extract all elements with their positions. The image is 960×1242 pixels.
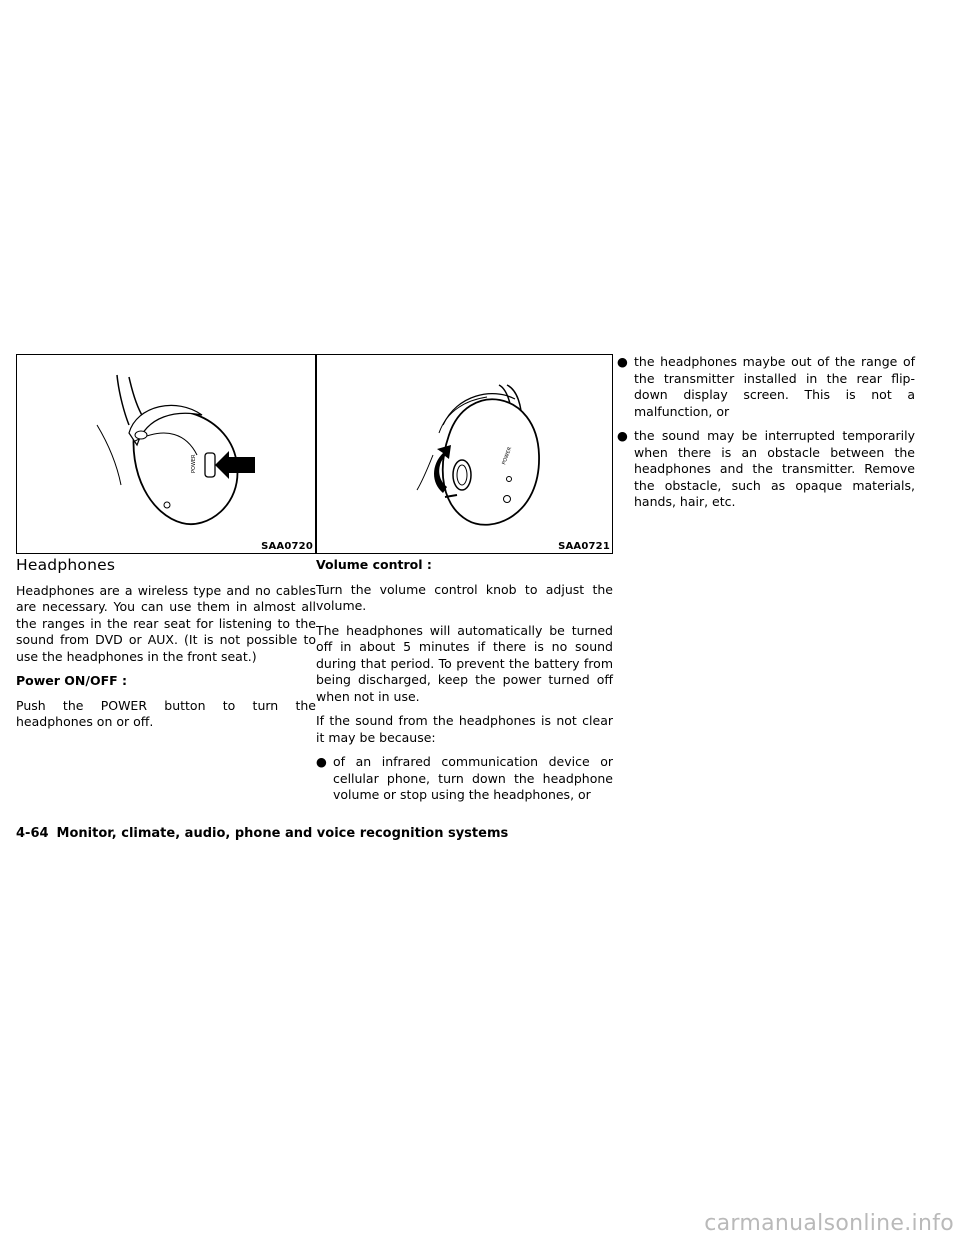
watermark: carmanualsonline.info (704, 1211, 954, 1236)
bullet-text: the sound may be interrupted temporarily when there is an obstacle between the headphones and the transmitter. Remove the obstacle, such as opaque materials, hands, hair, etc. (634, 428, 915, 509)
intro-paragraph: Headphones are a wireless type and no cables are necessary. You can use them in almost all the ranges in the rear seat for listening to the sound from DVD or AUX. (It is not possible to use the headphones in the front seat.) (16, 582, 316, 664)
bullet-icon: ● (316, 754, 327, 769)
bullet-icon: ● (617, 354, 628, 369)
bullet-text: of an infrared communication device or cellular phone, turn down the headphone volume or stop using the headphones, or (333, 754, 613, 802)
page-number: 4-64 (16, 826, 49, 841)
volume-subheading: Volume control : (316, 557, 432, 572)
figure-label: SAA0720 (261, 541, 313, 552)
bullet-item (316, 754, 613, 804)
power-print: POWER (501, 446, 514, 466)
column-3 (617, 354, 915, 519)
headphone-power-illustration (17, 355, 315, 553)
column-2 (316, 557, 613, 812)
volume-paragraph: Turn the volume control knob to adjust the volume. (316, 581, 613, 613)
headphone-volume-illustration (317, 355, 612, 553)
power-subheading: Power ON/OFF : (16, 673, 127, 688)
bullet-text: the headphones maybe out of the range of the transmitter installed in the rear flip-down display screen. This is not a malfunction, or (634, 354, 915, 419)
figure-label: SAA0721 (558, 541, 610, 552)
figure-saa0721 (316, 354, 613, 554)
auto-off-paragraph: The headphones will automatically be turned off in about 5 minutes if there is no sound during that period. To prevent the battery from being discharged, keep the power turned off when not in use. (316, 622, 613, 704)
bullet-item (617, 354, 915, 420)
power-print: POWER (191, 454, 197, 473)
sound-unclear-paragraph: If the sound from the headphones is not clear it may be because: (316, 713, 613, 745)
chapter-title: Monitor, climate, audio, phone and voice recognition systems (56, 826, 509, 841)
power-paragraph: Push the POWER button to turn the headphones on or off. (16, 697, 316, 729)
bullet-icon: ● (617, 428, 628, 443)
section-heading: Headphones (16, 556, 116, 574)
page-footer (16, 826, 508, 841)
figure-saa0720 (16, 354, 316, 554)
bullet-item (617, 428, 915, 511)
column-1 (16, 557, 316, 739)
